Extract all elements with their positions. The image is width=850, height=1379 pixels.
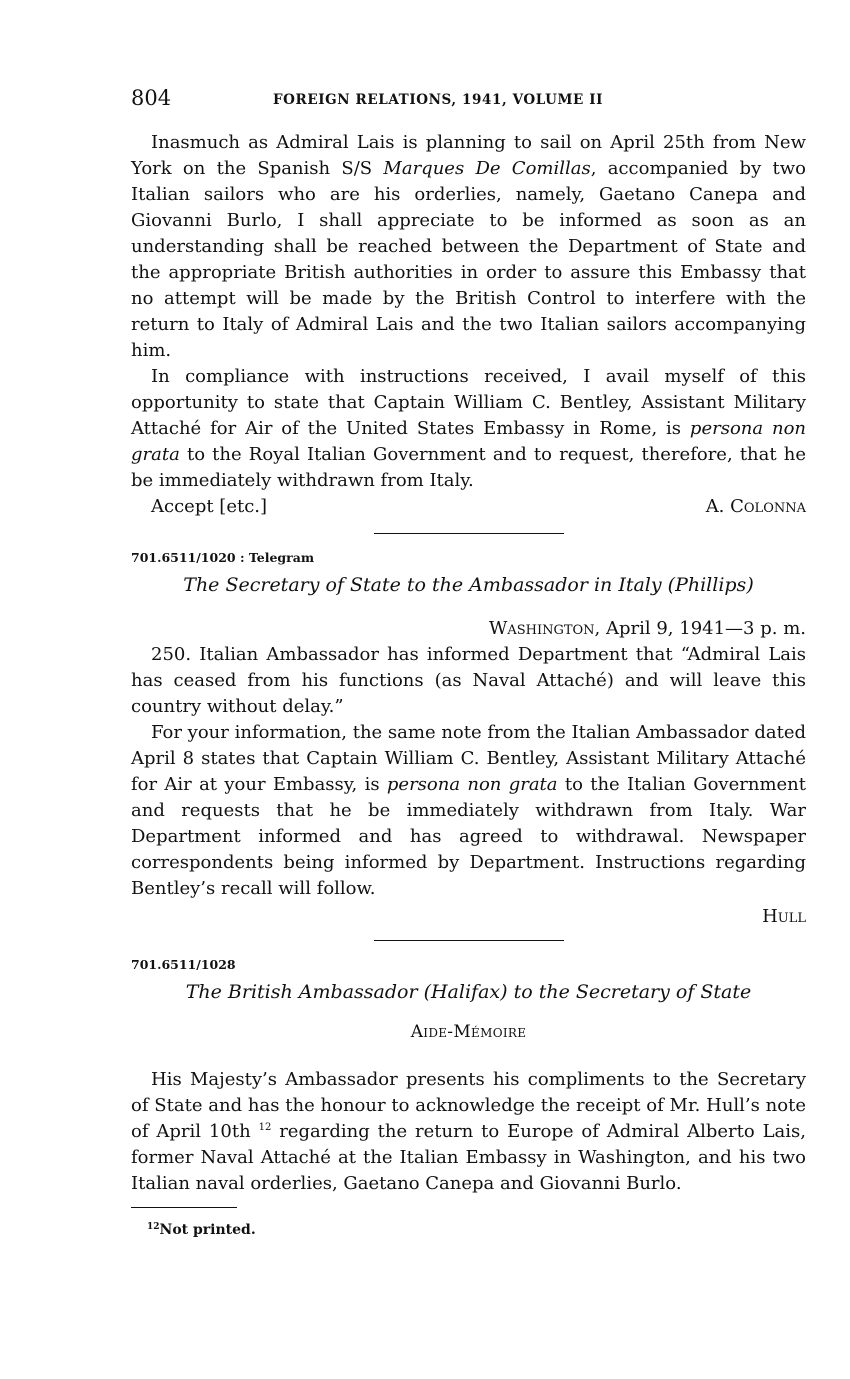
signer: Hull [762, 906, 806, 927]
signature: A. Colonna [705, 496, 806, 517]
closing: Accept [etc.] [151, 496, 268, 517]
aide-memoire-paragraph: His Majesty’s Ambassador presents his compliments to the Secretary of State and has the honour to acknowledge the receipt of Mr. Hull’s note of April 10th $^{12}$ regarding the return to Europe of Admiral Alberto Lais, former Naval Attaché at the Italian Embassy in Washington, and his two Italian naval orderlies, Gaetano Canepa and Giovanni Burlo. [131, 1069, 806, 1194]
footnote [131, 1222, 806, 1238]
document-type: Aide-Mémoire [410, 1022, 527, 1042]
document-title: The Secretary of State to the Ambassador in Italy (Phillips) [183, 574, 754, 596]
latin-phrase: persona non grata [131, 418, 806, 465]
running-title: FOREIGN RELATIONS, 1941, VOLUME II [273, 92, 604, 108]
footnote-reference: 12 [258, 1122, 272, 1133]
document-title: The British Ambassador (Halifax) to the Secretary of State [185, 981, 752, 1003]
telegram-paragraph-1: 250. Italian Ambassador has informed Department that “Admiral Lais has ceased from his functions (as Naval Attaché) and will leave this country without delay.” [131, 644, 806, 717]
footnote-marker: 12 [147, 1222, 160, 1232]
letter-closing-line [131, 494, 806, 520]
section-divider [374, 533, 564, 534]
file-number: 701.6511/1028 [131, 957, 236, 972]
dateline: Washington, April 9, 1941—3 p. m. [488, 618, 806, 639]
page-header [131, 86, 806, 116]
ship-name: Marques De Comillas [383, 158, 591, 179]
file-number: 701.6511/1020 : Telegram [131, 550, 315, 565]
footnote-divider [131, 1207, 237, 1208]
letter-paragraph-1: Inasmuch as Admiral Lais is planning to sail on April 25th from New York on the Spanish S/S Marques De Comillas, accompanied by two Italian sailors who are his orderlies, namely, Gaetano Canepa and Giovanni Burlo, I shall appreciate to be informed as soon as an understanding shall be reached between the Department of State and the appropriate British authorities in order to assure this Embassy that no attempt will be made by the British Control to interfere with the return to Italy of Admiral Lais and the two Italian sailors accompanying him. [131, 132, 806, 361]
letter-paragraph-2: In compliance with instructions received, I avail myself of this opportunity to state that Captain William C. Bentley, Assistant Military Attaché for Air of the United States Embassy in Rome, is persona non grata to the Royal Italian Government and to request, therefore, that he be immediately withdrawn from Italy. [131, 366, 806, 491]
footnote-text: Not printed. [159, 1222, 256, 1238]
page-number: 804 [131, 86, 172, 110]
latin-phrase: persona non grata [386, 774, 558, 795]
document-page [131, 86, 806, 1238]
section-divider [374, 940, 564, 941]
telegram-paragraph-2: For your information, the same note from the Italian Ambassador dated April 8 states that Captain William C. Bentley, Assistant Military Attaché for Air at your Embassy, is persona non grata to the Italian Government and requests that he be immediately withdrawn from Italy. War Department informed and has agreed to withdrawal. Newspaper correspondents being informed by Department. Instructions regarding Bentley’s recall will follow. [131, 722, 806, 899]
